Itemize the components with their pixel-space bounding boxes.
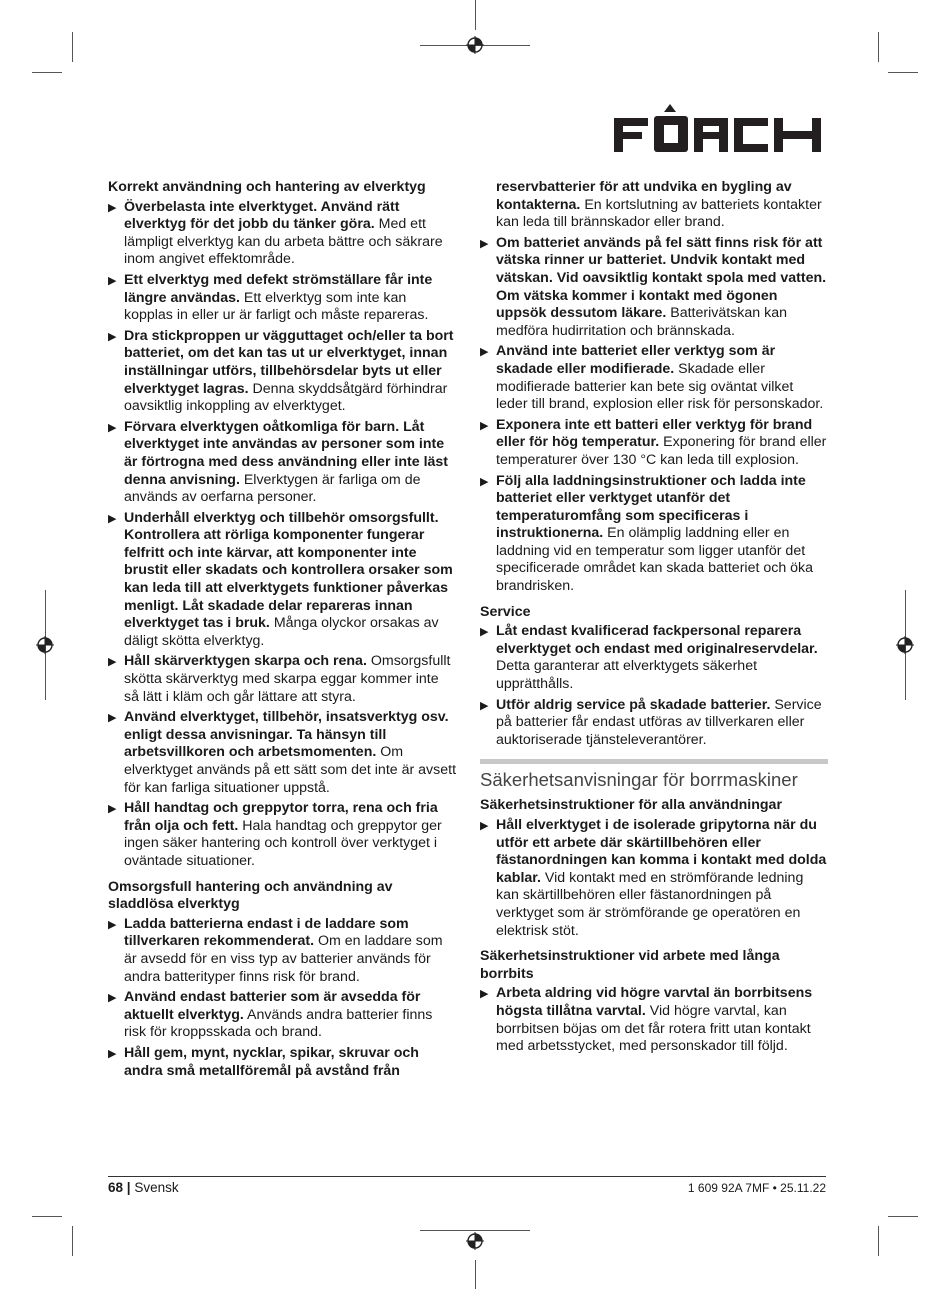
subsection-heading: Säkerhetsinstruktioner vid arbete med långa borrbits xyxy=(480,948,780,982)
item-text: Om en laddare som är avsedd för en viss typ av batterier används för andra batterityper finns risk för brand. xyxy=(124,933,443,985)
bullet-triangle-icon: ▶ xyxy=(480,988,489,1001)
list-item xyxy=(108,709,456,797)
item-bold-text: reservbatterier för att undvika en bygling av kontakterna. xyxy=(496,179,792,213)
item-bold-text: Håll gem, mynt, nycklar, spikar, skruvar och andra små metallföremål på avstånd från xyxy=(124,1044,419,1079)
bullet-triangle-icon: ▶ xyxy=(108,421,117,434)
bullet-triangle-icon: ▶ xyxy=(108,512,117,525)
item-bold-text: Ladda batterierna endast i de laddare som tillverkaren rekommenderat. xyxy=(124,915,409,950)
item-bold-text: Låt endast kvalificerad fackpersonal reparera elverktyget och endast med originalreservdelar. xyxy=(496,623,818,657)
bullet-triangle-icon: ▶ xyxy=(480,419,489,432)
item-text: Skadade eller modifierade batterier kan bete sig oväntat vilket leder till brand, explosion eller risk för personskador. xyxy=(496,360,824,413)
bullet-triangle-icon: ▶ xyxy=(108,803,117,816)
item-text: Med ett lämpligt elverktyg kan du arbeta bättre och säkrare inom angivet effektområde. xyxy=(124,216,443,268)
list-item-continuation xyxy=(480,179,828,232)
crop-mark xyxy=(72,1226,73,1256)
item-bold-text: Använd elverktyget, tillbehör, insatsverktyg osv. enligt dessa anvisningar. Ta hänsyn till arbetsvillkoren och arbetsmomenten. xyxy=(124,709,449,761)
list-item xyxy=(108,510,456,651)
footer-language: Svensk xyxy=(134,1180,179,1195)
registration-target-icon xyxy=(36,636,54,654)
item-bold-text: Dra stickproppen ur vägguttaget och/eller ta bort batteriet, om det kan tas ut ur elverktyget, innan inställningar utförs, tillbehörsdelar byts ut eller elverktyget lagras. xyxy=(124,327,454,397)
item-bold-text: Exponera inte ett batteri eller verktyg för brand eller för hög temperatur. xyxy=(496,416,813,451)
crop-mark xyxy=(72,32,73,62)
item-bold-text: Ett elverktyg med defekt strömställare får inte längre användas. xyxy=(124,271,433,306)
item-text: Detta garanterar att elverktygets säkerhet upprätthålls. xyxy=(496,658,758,693)
list-item xyxy=(108,272,456,325)
crop-mark xyxy=(475,0,476,30)
item-text: Om elverktyget används på ett sätt som det inte är avsett för kan farliga situationer uppstå. xyxy=(124,744,457,796)
list-item xyxy=(108,916,456,986)
item-bold-text: Håll skärverktygen skarpa och rena. xyxy=(124,653,367,670)
subsection-heading: Säkerhetsinstruktioner för alla användningar xyxy=(480,797,782,814)
list-item xyxy=(108,653,456,706)
bullet-triangle-icon: ▶ xyxy=(108,330,117,343)
item-text: Denna skyddsåtgärd förhindrar oavsiktlig inkoppling av elverktyget. xyxy=(124,380,448,415)
item-bold-text: Överbelasta inte elverktyget. Använd rätt elverktyg för det jobb du tänker göra. xyxy=(124,198,400,233)
item-text: Ett elverktyg som inte kan kopplas in eller ur är farligt och måste repareras. xyxy=(124,289,429,324)
item-text: Elverktygen är farliga om de används av oerfarna personer. xyxy=(124,471,421,506)
list-item xyxy=(480,817,828,940)
forch-logo xyxy=(612,102,827,154)
bullet-triangle-icon: ▶ xyxy=(108,712,117,725)
left-column xyxy=(108,179,456,1083)
item-text: Vid högre varvtal, kan borrbitsen böjas om det får rotera fritt utan kontakt med arbetsstycket, med personskador till följd. xyxy=(496,1002,811,1055)
list-item xyxy=(480,697,828,750)
item-text: Används andra batterier finns risk för kroppsskada och brand. xyxy=(124,1006,433,1041)
bullet-triangle-icon: ▶ xyxy=(480,346,489,359)
list-item xyxy=(480,985,828,1055)
bullet-triangle-icon: ▶ xyxy=(480,626,489,639)
item-bold-text: Använd inte batteriet eller verktyg som är skadade eller modifierade. xyxy=(496,343,776,377)
list-item xyxy=(480,343,828,413)
bullet-triangle-icon: ▶ xyxy=(108,201,117,214)
list-item xyxy=(108,989,456,1042)
list-item xyxy=(108,800,456,870)
crop-mark xyxy=(32,72,62,73)
bullet-triangle-icon: ▶ xyxy=(108,656,117,669)
page-number: 68 xyxy=(108,1180,124,1195)
footer-doc-code: 1 609 92A 7MF • 25.11.22 xyxy=(687,1181,826,1195)
crop-mark xyxy=(888,72,918,73)
item-bold-text: Använd endast batterier som är avsedda för aktuellt elverktyg. xyxy=(124,989,421,1023)
crop-mark xyxy=(878,32,879,62)
crop-mark xyxy=(888,1216,918,1217)
bullet-triangle-icon: ▶ xyxy=(480,237,489,250)
section-title: Säkerhetsanvisningar för borrmaskiner xyxy=(480,769,798,791)
bullet-triangle-icon: ▶ xyxy=(108,918,117,931)
item-bold-text: Håll handtag och greppytor torra, rena och fria från olja och fett. xyxy=(124,800,438,834)
list-item xyxy=(480,623,828,693)
list-item xyxy=(480,473,828,596)
item-bold-text: Förvara elverktygen oåtkomliga för barn. Låt elverktyget inte användas av personer som inte är förtrogna med dess användning eller inte läst denna anvisning. xyxy=(124,418,449,488)
section-heading: Omsorgsfull hantering och användning av sladdlösa elverktyg xyxy=(108,878,393,913)
registration-target-icon xyxy=(466,1232,484,1250)
item-text: Batterivätskan kan medföra hudirritation och brännskada. xyxy=(496,305,787,339)
item-bold-text: Följ alla laddningsinstruktioner och ladda inte batteriet eller verktyget utanför det temperaturomfång som specificeras i instruktionerna. xyxy=(496,472,806,542)
item-text: Service på batterier får endast utföras av tillverkaren eller auktoriserade tjänsteleverantörer. xyxy=(496,696,822,748)
section-heading: Korrekt användning och hantering av elverktyg xyxy=(108,179,426,195)
list-item xyxy=(480,417,828,470)
item-text: Många olyckor orsakas av däligt skötta elverktyg. xyxy=(124,615,439,649)
footer-page-info xyxy=(108,1180,179,1195)
item-bold-text: Underhåll elverktyg och tillbehör omsorgsfullt. Kontrollera att rörliga komponenter fungerar felfritt och inte kärvar, att komponenter inte brustit eller skadats och kontrollera orsaker som kan leda till att elverktygets funktioner påverkas menligt. Låt skadade delar repareras innan elverktyget tas i bruk. xyxy=(124,509,453,632)
list-item xyxy=(108,199,456,269)
bullet-triangle-icon: ▶ xyxy=(480,820,489,832)
item-text: Hala handtag och greppytor ger ingen säker hantering och kontroll över verktyget i oväntade situationer. xyxy=(124,817,442,869)
list-item xyxy=(108,328,456,416)
list-item xyxy=(108,1045,456,1080)
item-bold-text: Arbeta aldring vid högre varvtal än borrbitsens högsta tillåtna varvtal. xyxy=(496,985,813,1019)
registration-target-icon xyxy=(466,36,484,54)
service-heading: Service xyxy=(480,603,531,620)
crop-mark xyxy=(878,1226,879,1256)
item-bold-text: Håll elverktyget i de isolerade gripytorna när du utför ett arbete där skärtillbehören eller fästanordningen kan komma i kontakt med dolda kablar. xyxy=(496,817,827,886)
crop-mark xyxy=(32,1216,62,1217)
list-item xyxy=(108,419,456,507)
bullet-triangle-icon: ▶ xyxy=(480,475,489,488)
item-text: Vid kontakt med en strömförande ledning kan skärtillbehören eller fästanordningen på verktyget som är strömförande ge operatören en elektrisk stöt. xyxy=(496,869,804,939)
crop-mark xyxy=(475,1260,476,1289)
footer-separator: | xyxy=(126,1180,131,1195)
item-text: En kortslutning av batteriets kontakter kan leda till brännskador eller brand. xyxy=(496,196,822,231)
item-bold-text: Om batteriet används på fel sätt finns risk för att vätska rinner ur batteriet. Undvik kontakt med vätskan. Vid oavsiktlig kontakt spola med vatten. Om vätska kommer i kontakt med ögonen uppsök dessutom läkare. xyxy=(496,234,827,322)
bullet-triangle-icon: ▶ xyxy=(108,992,117,1005)
right-column xyxy=(480,179,828,1059)
item-text: Omsorgsfullt skötta skärverktyg med skarpa eggar kommer inte så lätt i kläm och går lättare att styra. xyxy=(124,653,451,705)
bullet-triangle-icon: ▶ xyxy=(108,1047,117,1060)
bullet-triangle-icon: ▶ xyxy=(480,699,489,712)
list-item xyxy=(480,235,828,341)
registration-target-icon xyxy=(896,636,914,654)
crop-mark xyxy=(420,1230,530,1231)
footer-divider xyxy=(108,1176,826,1177)
section-divider xyxy=(480,759,828,764)
bullet-triangle-icon: ▶ xyxy=(108,274,117,287)
item-text: En olämplig laddning eller en laddning vid en temperatur som ligger utanför det specificerade området kan skada batteriet och öka brandrisken. xyxy=(496,525,814,595)
item-text: Exponering för brand eller temperaturer över 130 °C kan leda till explosion. xyxy=(496,434,827,468)
item-bold-text: Utför aldrig service på skadade batterier. xyxy=(496,696,771,713)
